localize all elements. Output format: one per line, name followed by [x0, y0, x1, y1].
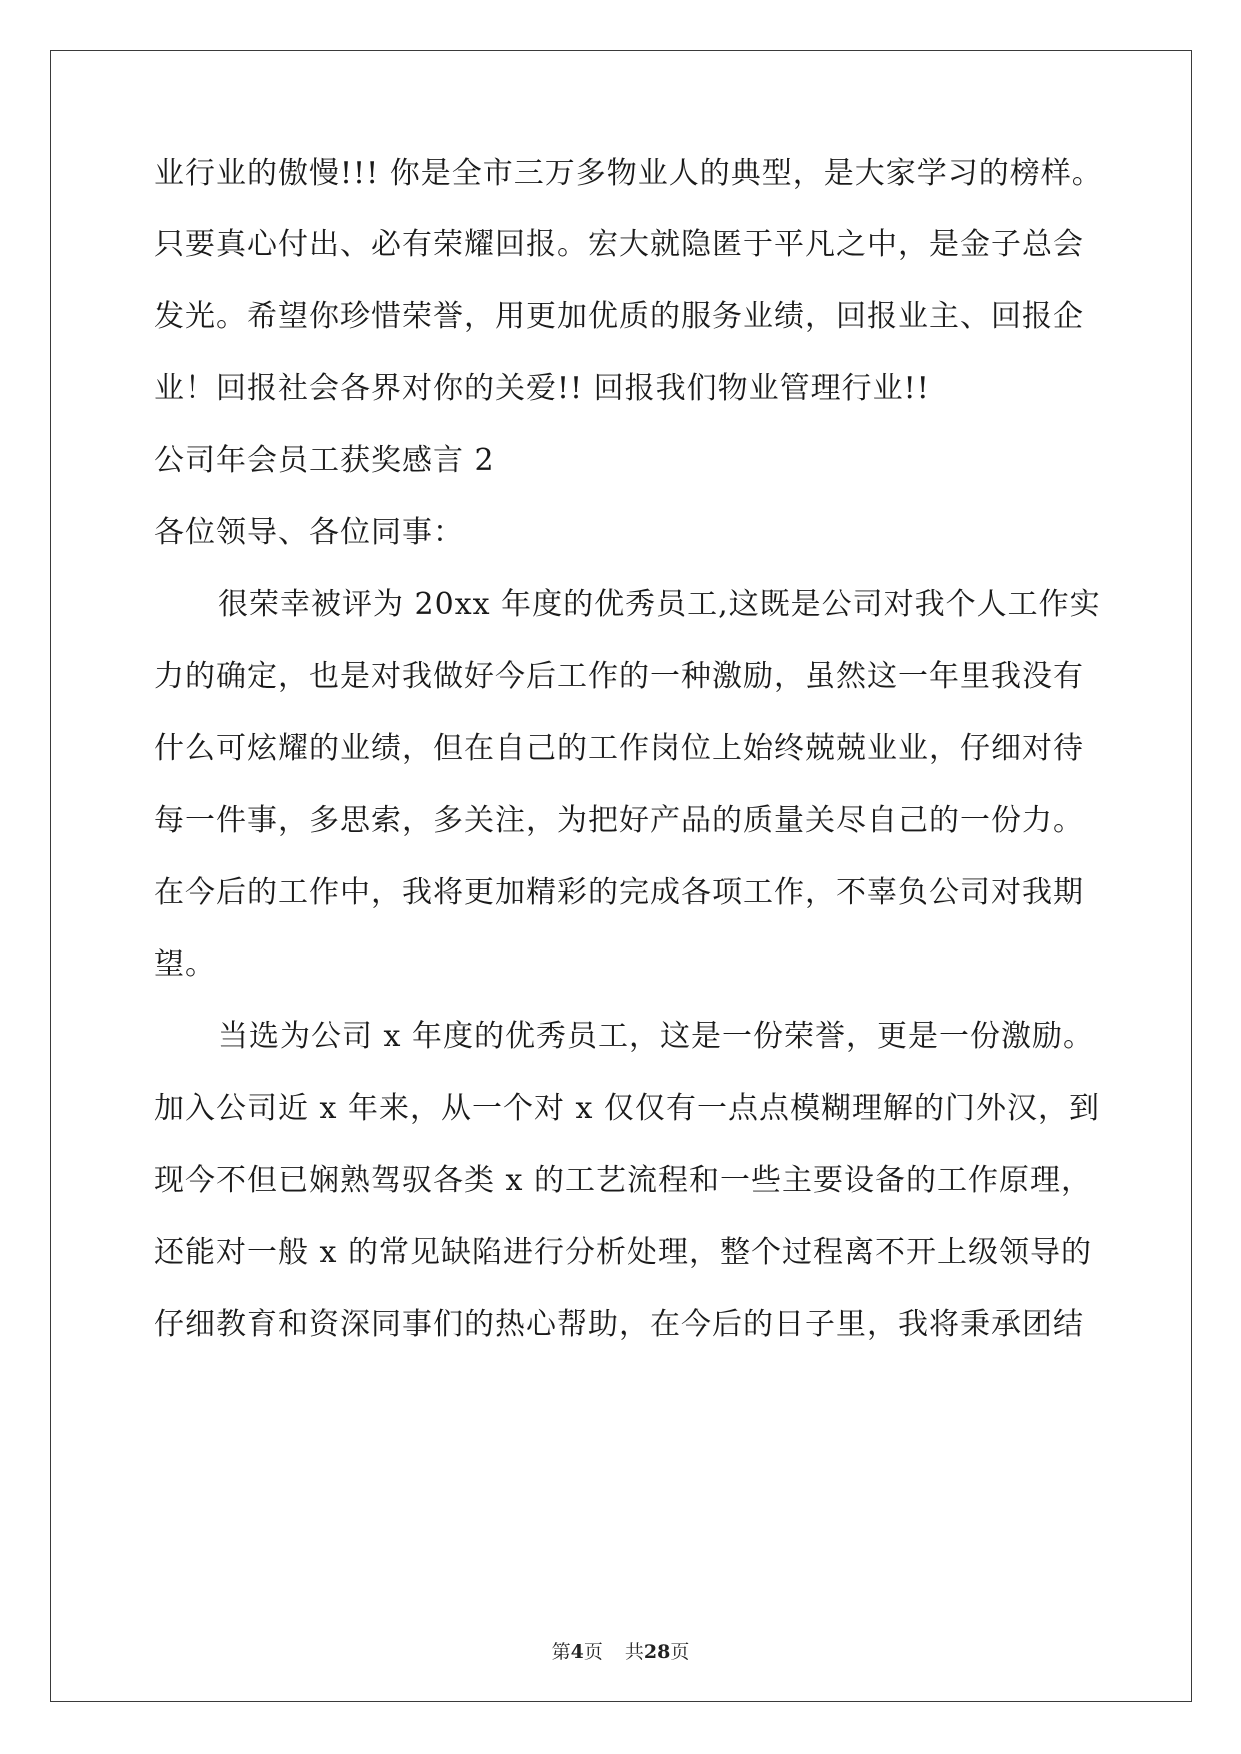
text-line: 业！回报社会各界对你的关爱!! 回报我们物业管理行业!! — [154, 371, 930, 406]
text-line: 很荣幸被评为 20xx 年度的优秀员工,这既是公司对我个人工作实 — [218, 587, 1101, 622]
total-suffix: 页 — [670, 1641, 690, 1663]
text-line: 什么可炫耀的业绩，但在自己的工作岗位上始终兢兢业业，仔细对待 — [154, 731, 1084, 766]
total-prefix: 共 — [624, 1641, 644, 1663]
text-line: 每一件事，多思索，多关注，为把好产品的质量关尽自己的一份力。 — [154, 803, 1084, 838]
text-line: 业行业的傲慢!!! 你是全市三万多物业人的典型，是大家学习的榜样。 — [154, 156, 1103, 191]
section-heading: 公司年会员工获奖感言 2 — [154, 443, 495, 478]
page-prefix: 第 — [551, 1641, 571, 1663]
total-pages: 28 — [643, 1641, 671, 1663]
text-line: 望。 — [154, 947, 216, 982]
text-line: 力的确定，也是对我做好今后工作的一种激励，虽然这一年里我没有 — [154, 659, 1084, 694]
salutation: 各位领导、各位同事： — [154, 515, 464, 550]
text-line: 加入公司近 x 年来，从一个对 x 仅仅有一点点模糊理解的门外汉，到 — [154, 1091, 1100, 1126]
page-number: 4 — [570, 1641, 584, 1663]
text-line: 仔细教育和资深同事们的热心帮助，在今后的日子里，我将秉承团结 — [154, 1307, 1084, 1342]
text-line: 现今不但已娴熟驾驭各类 x 的工艺流程和一些主要设备的工作原理， — [154, 1163, 1092, 1198]
page-suffix: 页 — [583, 1641, 603, 1663]
text-line: 只要真心付出、必有荣耀回报。宏大就隐匿于平凡之中，是金子总会 — [154, 227, 1084, 262]
text-line: 当选为公司 x 年度的优秀员工，这是一份荣誉，更是一份激励。 — [218, 1019, 1094, 1054]
text-line: 在今后的工作中，我将更加精彩的完成各项工作，不辜负公司对我期 — [154, 875, 1084, 910]
text-line: 发光。希望你珍惜荣誉，用更加优质的服务业绩，回报业主、回报企 — [154, 299, 1084, 334]
page-footer — [0, 1640, 1241, 1664]
text-line: 还能对一般 x 的常见缺陷进行分析处理，整个过程离不开上级领导的 — [154, 1235, 1092, 1270]
